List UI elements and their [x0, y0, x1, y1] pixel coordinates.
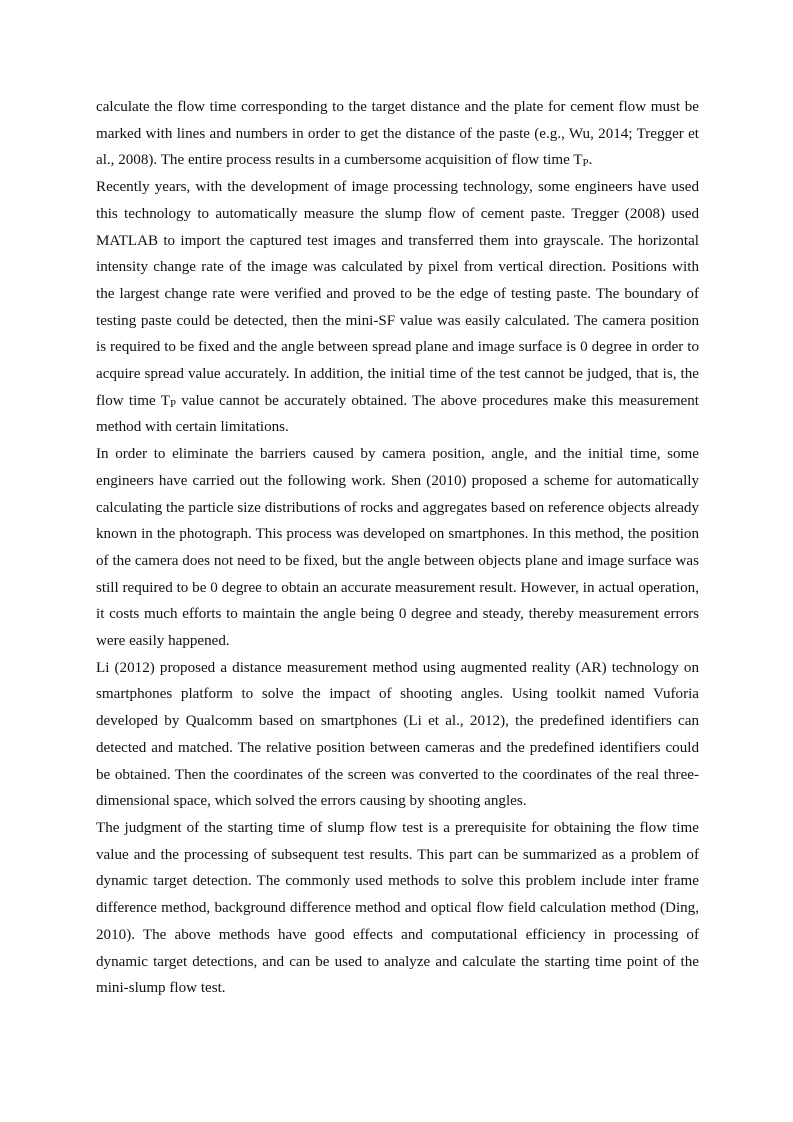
- paragraph-1-text-b: .: [588, 152, 593, 169]
- paragraph-5: [96, 815, 699, 1002]
- paragraph-3: [96, 441, 699, 655]
- paragraph-4-text: Li (2012) proposed a distance measurement method using augmented reality (AR) technology on smartphones platform to solve the impact of shooting angles. Using toolkit named Vuforia developed by Qualcomm based on smartphones (Li et al., 2012), the predefined identifiers can detected and matched. The relative position between cameras and the predefined identifiers could be obtained. Then the coordinates of the screen was converted to the coordinates of the real three-dimensional space, which solved the errors causing by shooting angles.: [96, 659, 699, 810]
- paragraph-2-text-a: Recently years, with the development of image processing technology, some engineers have used this technology to automatically measure the slump flow of cement paste. Tregger (2008) used MATLAB to import the captured test images and transferred them into grayscale. The horizontal intensity change rate of the image was calculated by pixel from vertical direction. Positions with the largest change rate were verified and proved to be the edge of testing paste. The boundary of testing paste could be detected, then the mini-SF value was easily calculated. The camera position is required to be fixed and the angle between spread plane and image surface is 0 degree in order to acquire spread value accurately. In addition, the initial time of the test cannot be judged, that is, the flow time T: [96, 179, 699, 409]
- paragraph-5-text: The judgment of the starting time of slump flow test is a prerequisite for obtaining the flow time value and the processing of subsequent test results. This part can be summarized as a problem of dynamic target detection. The commonly used methods to solve this problem include inter frame difference method, background difference method and optical flow field calculation method (Ding, 2010). The above methods have good effects and computational efficiency in processing of dynamic target detections, and can be used to analyze and calculate the starting time point of the mini-slump flow test.: [96, 819, 699, 997]
- subscript-p: P: [582, 157, 589, 170]
- subscript-p: P: [169, 397, 176, 410]
- paragraph-1-text-a: calculate the flow time corresponding to the target distance and the plate for cement flow must be marked with lines and numbers in order to get the distance of the paste (e.g., Wu, 2014; Tregger et al., 2008). The entire process results in a cumbersome acquisition of flow time T: [96, 99, 699, 169]
- paragraph-2: [96, 174, 699, 441]
- document-body: [96, 94, 699, 1002]
- paragraph-1: [96, 94, 699, 174]
- paragraph-3-text: In order to eliminate the barriers caused by camera position, angle, and the initial time, some engineers have carried out the following work. Shen (2010) proposed a scheme for automatically calculating the particle size distributions of rocks and aggregates based on reference objects already known in the photograph. This process was developed on smartphones. In this method, the position of the camera does not need to be fixed, but the angle between objects plane and image surface was still required to be 0 degree to obtain an accurate measurement result. However, in actual operation, it costs much efforts to maintain the angle being 0 degree and steady, thereby measurement errors were easily happened.: [96, 446, 699, 650]
- paragraph-4: [96, 655, 699, 815]
- paragraph-2-text-b: value cannot be accurately obtained. The above procedures make this measurement method with certain limitations.: [96, 392, 699, 436]
